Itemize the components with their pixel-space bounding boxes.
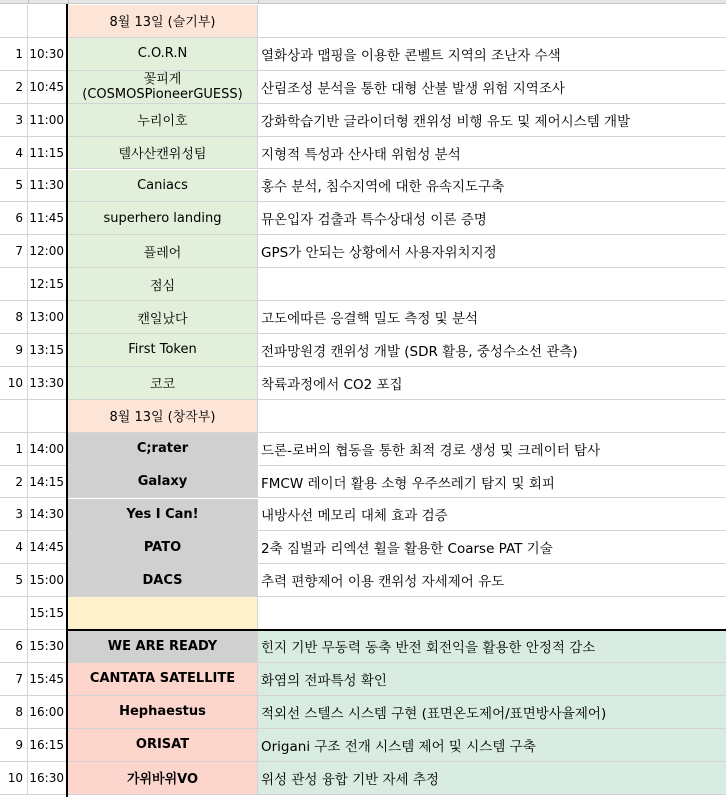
time-cell[interactable]: 16:15 bbox=[28, 729, 68, 762]
time-cell[interactable]: 15:45 bbox=[28, 663, 68, 696]
schedule-row bbox=[0, 367, 726, 400]
schedule-row bbox=[0, 466, 726, 499]
topic-cell[interactable]: 뮤온입자 검출과 특수상대성 이론 증명 bbox=[258, 202, 726, 235]
row-number-cell[interactable]: 4 bbox=[0, 137, 28, 170]
time-cell[interactable]: 12:00 bbox=[28, 235, 68, 268]
team-name-cell[interactable]: CANTATA SATELLITE bbox=[68, 663, 258, 696]
time-cell[interactable]: 15:00 bbox=[28, 564, 68, 597]
team-name-cell[interactable]: DACS bbox=[68, 564, 258, 597]
time-cell[interactable]: 14:45 bbox=[28, 531, 68, 564]
topic-cell[interactable] bbox=[258, 5, 726, 38]
time-cell[interactable]: 16:00 bbox=[28, 696, 68, 729]
time-cell[interactable] bbox=[28, 400, 68, 433]
topic-cell[interactable]: 드론-로버의 협동을 통한 최적 경로 생성 및 크레이터 탐사 bbox=[258, 433, 726, 466]
team-name-cell[interactable]: C.O.R.N bbox=[68, 38, 258, 71]
team-name-cell[interactable]: 플레어 bbox=[68, 235, 258, 268]
team-name-cell[interactable]: 텔사산캔위성팀 bbox=[68, 137, 258, 170]
section-border-left bbox=[66, 4, 68, 797]
time-cell[interactable]: 11:15 bbox=[28, 137, 68, 170]
time-cell[interactable]: 11:45 bbox=[28, 202, 68, 235]
schedule-row bbox=[0, 531, 726, 564]
time-cell[interactable]: 11:00 bbox=[28, 104, 68, 137]
team-name-line-1: 꽃피게 bbox=[143, 71, 182, 87]
time-cell[interactable]: 13:15 bbox=[28, 334, 68, 367]
time-cell[interactable] bbox=[28, 5, 68, 38]
team-name-cell[interactable]: ORISAT bbox=[68, 729, 258, 762]
row-number-cell[interactable]: 8 bbox=[0, 301, 28, 334]
schedule-row bbox=[0, 597, 726, 630]
time-cell[interactable]: 11:30 bbox=[28, 170, 68, 203]
team-name-cell[interactable]: 가위바위VO bbox=[68, 762, 258, 795]
topic-cell[interactable]: 열화상과 맵핑을 이용한 콘벨트 지역의 조난자 수색 bbox=[258, 38, 726, 71]
topic-cell[interactable]: 전파망원경 캔위성 개발 (SDR 활용, 중성수소선 관측) bbox=[258, 334, 726, 367]
time-cell[interactable]: 14:30 bbox=[28, 499, 68, 532]
topic-cell[interactable]: GPS가 안되는 상황에서 사용자위치지정 bbox=[258, 235, 726, 268]
row-number-cell[interactable]: 10 bbox=[0, 367, 28, 400]
row-number-cell[interactable]: 7 bbox=[0, 235, 28, 268]
schedule-row bbox=[0, 499, 726, 532]
team-name-cell[interactable] bbox=[68, 597, 258, 630]
row-number-cell[interactable]: 1 bbox=[0, 38, 28, 71]
schedule-row bbox=[0, 38, 726, 71]
row-number-cell[interactable]: 4 bbox=[0, 531, 28, 564]
schedule-row bbox=[0, 663, 726, 696]
topic-cell[interactable]: 지형적 특성과 산사태 위험성 분석 bbox=[258, 137, 726, 170]
team-name-cell[interactable]: 코코 bbox=[68, 367, 258, 400]
row-number-cell[interactable]: 5 bbox=[0, 564, 28, 597]
team-name-cell[interactable] bbox=[68, 71, 258, 104]
team-name-cell[interactable]: First Token bbox=[68, 334, 258, 367]
schedule-row bbox=[0, 268, 726, 301]
row-number-cell[interactable]: 8 bbox=[0, 696, 28, 729]
schedule-row bbox=[0, 71, 726, 104]
row-number-cell[interactable]: 3 bbox=[0, 104, 28, 137]
topic-cell[interactable]: FMCW 레이더 활용 소형 우주쓰레기 탐지 및 회피 bbox=[258, 466, 726, 499]
schedule-row bbox=[0, 433, 726, 466]
topic-cell[interactable]: 고도에따른 응결핵 밀도 측정 및 분석 bbox=[258, 301, 726, 334]
time-cell[interactable]: 14:00 bbox=[28, 433, 68, 466]
schedule-row bbox=[0, 104, 726, 137]
team-name-cell[interactable]: Galaxy bbox=[68, 466, 258, 499]
schedule-row bbox=[0, 630, 726, 663]
topic-cell[interactable]: 착륙과정에서 CO2 포집 bbox=[258, 367, 726, 400]
team-name-cell[interactable]: PATO bbox=[68, 531, 258, 564]
schedule-row bbox=[0, 564, 726, 597]
time-cell[interactable]: 13:30 bbox=[28, 367, 68, 400]
schedule-row bbox=[0, 170, 726, 203]
row-number-cell[interactable] bbox=[0, 268, 28, 301]
topic-cell[interactable]: 적외선 스텔스 시스템 구현 (표면온도제어/표면방사율제어) bbox=[258, 696, 726, 729]
topic-cell[interactable]: 강화학습기반 글라이더형 캔위성 비행 유도 및 제어시스템 개발 bbox=[258, 104, 726, 137]
row-number-cell[interactable]: 9 bbox=[0, 729, 28, 762]
time-cell[interactable]: 12:15 bbox=[28, 268, 68, 301]
topic-cell[interactable] bbox=[258, 268, 726, 301]
topic-cell[interactable]: 산림조성 분석을 통한 대형 산불 발생 위험 지역조사 bbox=[258, 71, 726, 104]
topic-cell[interactable]: 위성 관성 융합 기반 자세 추정 bbox=[258, 762, 726, 795]
team-name-cell[interactable]: superhero landing bbox=[68, 202, 258, 235]
time-cell[interactable]: 15:30 bbox=[28, 630, 68, 663]
row-number-cell[interactable]: 5 bbox=[0, 170, 28, 203]
row-number-cell[interactable]: 7 bbox=[0, 663, 28, 696]
row-number-cell[interactable]: 9 bbox=[0, 334, 28, 367]
row-number-cell[interactable]: 2 bbox=[0, 71, 28, 104]
team-name-line-2: (COSMOSPioneerGUESS) bbox=[82, 86, 243, 102]
schedule-row bbox=[0, 762, 726, 795]
topic-cell[interactable]: 화염의 전파특성 확인 bbox=[258, 663, 726, 696]
row-number-cell[interactable]: 10 bbox=[0, 762, 28, 795]
topic-cell[interactable]: 힌지 기반 무동력 동축 반전 회전익을 활용한 안정적 감소 bbox=[258, 630, 726, 663]
schedule-row bbox=[0, 235, 726, 268]
schedule-row bbox=[0, 202, 726, 235]
topic-cell[interactable]: Origani 구조 전개 시스템 제어 및 시스템 구축 bbox=[258, 729, 726, 762]
section-title-cell[interactable]: 8월 13일 (슬기부) bbox=[68, 5, 258, 38]
time-cell[interactable]: 10:30 bbox=[28, 38, 68, 71]
time-cell[interactable]: 10:45 bbox=[28, 71, 68, 104]
time-cell[interactable]: 15:15 bbox=[28, 597, 68, 630]
row-number-cell[interactable]: 6 bbox=[0, 630, 28, 663]
section-header-row bbox=[0, 400, 726, 433]
row-number-cell[interactable]: 6 bbox=[0, 202, 28, 235]
team-name-cell[interactable]: C;rater bbox=[68, 433, 258, 466]
team-name-cell[interactable]: 누리이호 bbox=[68, 104, 258, 137]
topic-cell[interactable] bbox=[258, 597, 726, 630]
team-name-cell[interactable]: WE ARE READY bbox=[68, 630, 258, 663]
section-header-row bbox=[0, 5, 726, 38]
topic-cell[interactable]: 홍수 분석, 침수지역에 대한 유속지도구축 bbox=[258, 170, 726, 203]
time-cell[interactable]: 14:15 bbox=[28, 466, 68, 499]
time-cell[interactable]: 16:30 bbox=[28, 762, 68, 795]
row-number-cell[interactable]: 2 bbox=[0, 466, 28, 499]
time-cell[interactable]: 13:00 bbox=[28, 301, 68, 334]
schedule-row bbox=[0, 729, 726, 762]
team-name-cell[interactable]: 점심 bbox=[68, 268, 258, 301]
row-number-cell[interactable] bbox=[0, 597, 28, 630]
team-name-cell[interactable]: Caniacs bbox=[68, 170, 258, 203]
topic-cell[interactable]: 내방사선 메모리 대체 효과 검증 bbox=[258, 499, 726, 532]
section-title-cell[interactable]: 8월 13일 (창작부) bbox=[68, 400, 258, 433]
schedule-row bbox=[0, 301, 726, 334]
row-number-cell[interactable] bbox=[0, 5, 28, 38]
row-number-cell[interactable] bbox=[0, 400, 28, 433]
schedule-row bbox=[0, 137, 726, 170]
schedule-row bbox=[0, 696, 726, 729]
team-name-cell[interactable]: Hephaestus bbox=[68, 696, 258, 729]
topic-cell[interactable]: 추력 편향제어 이용 캔위성 자세제어 유도 bbox=[258, 564, 726, 597]
team-name-cell[interactable]: 캔일났다 bbox=[68, 301, 258, 334]
row-number-cell[interactable]: 1 bbox=[0, 433, 28, 466]
team-name-cell[interactable]: Yes I Can! bbox=[68, 499, 258, 532]
topic-cell[interactable] bbox=[258, 400, 726, 433]
topic-cell[interactable]: 2축 짐벌과 리엑션 휠을 활용한 Coarse PAT 기술 bbox=[258, 531, 726, 564]
row-number-cell[interactable]: 3 bbox=[0, 499, 28, 532]
schedule-row bbox=[0, 334, 726, 367]
